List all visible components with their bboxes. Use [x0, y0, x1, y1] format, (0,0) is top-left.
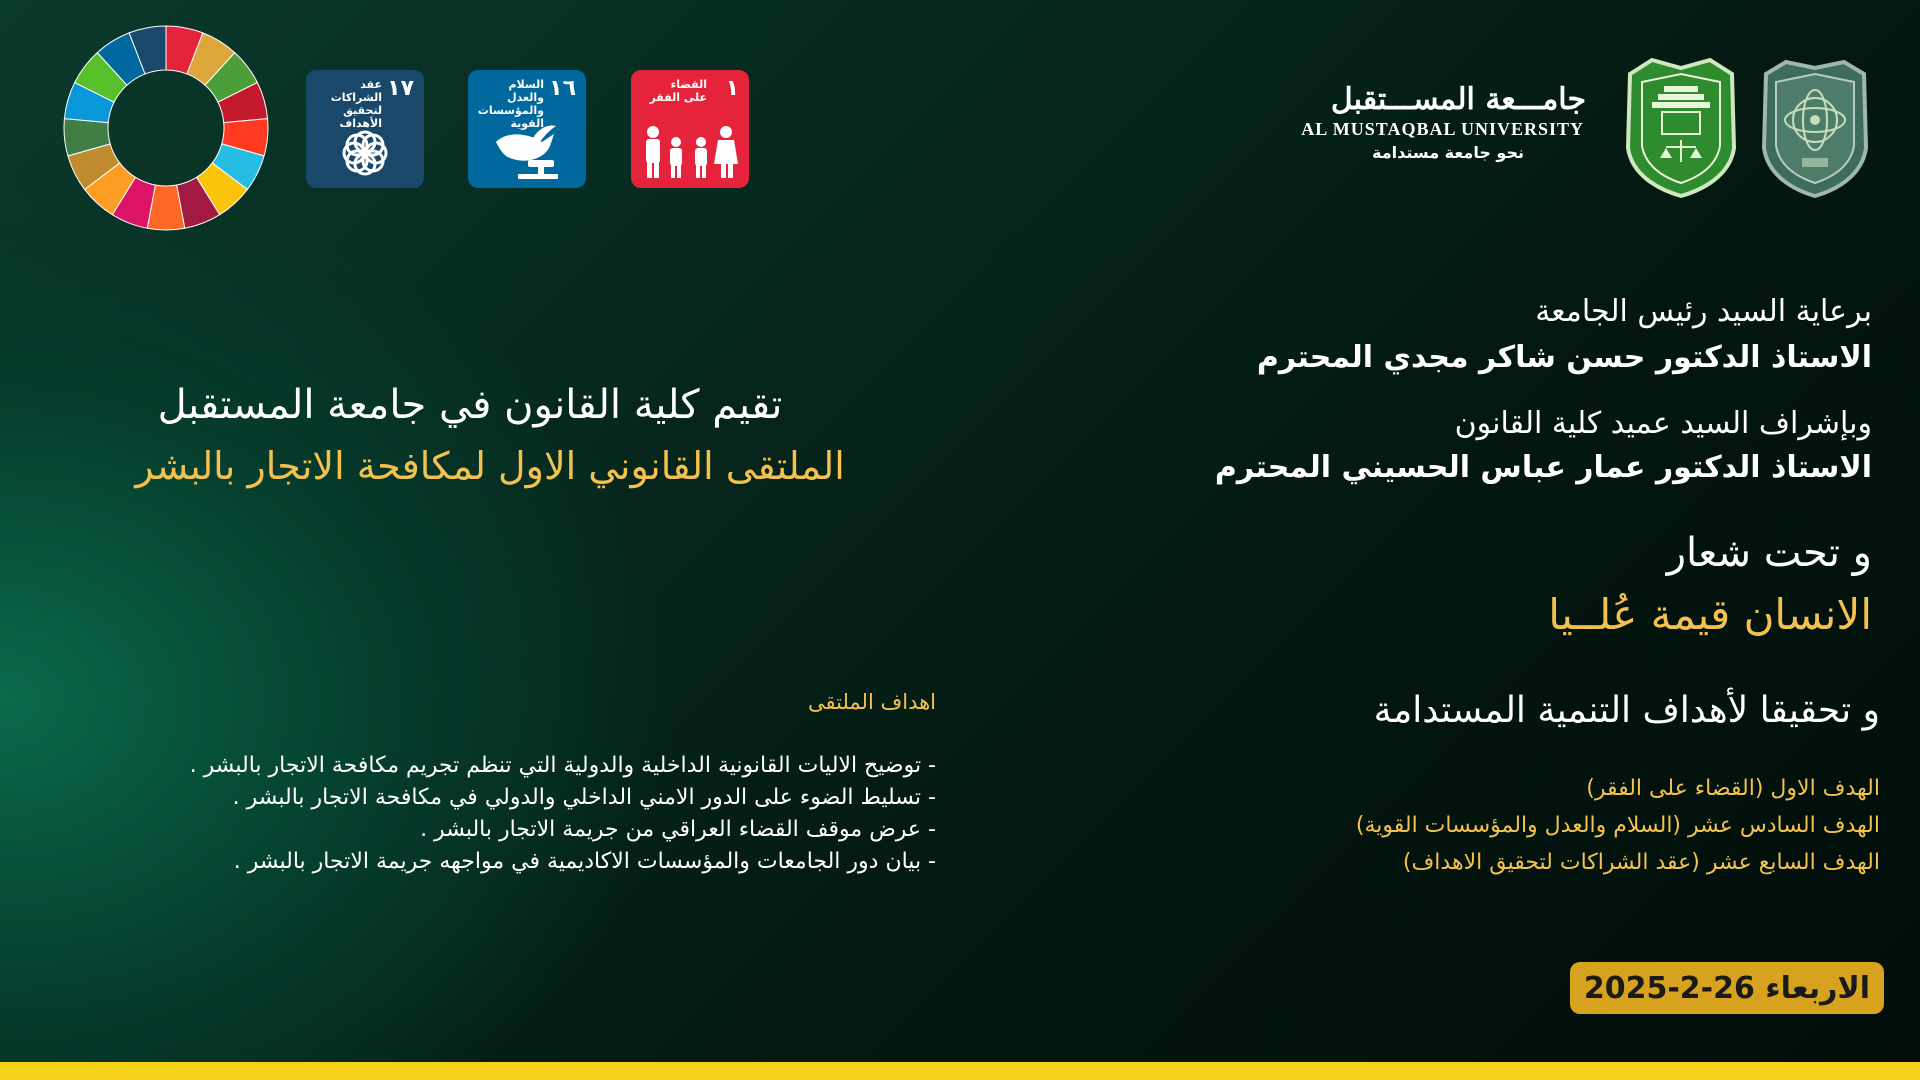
sdg-tile-16: [468, 70, 586, 188]
sdg-goal-item: الهدف السادس عشر (السلام والعدل والمؤسسات القوية): [1355, 813, 1880, 838]
law-college-shield-logo: [1622, 56, 1740, 198]
slogan-intro: و تحت شعار: [1666, 530, 1872, 576]
sdg-tile-number: ١٧: [387, 76, 414, 101]
sdg-tile-17: [306, 70, 424, 188]
supervision-line: وبإشراف السيد عميد كلية القانون: [1454, 406, 1872, 441]
objectives-list: [190, 750, 936, 878]
family-icon: [631, 120, 749, 180]
sdg-tile-1: [631, 70, 749, 188]
sdg-goal-item: الهدف السابع عشر (عقد الشراكات لتحقيق الاهداف): [1402, 850, 1880, 875]
objective-item: - تسليط الضوء على الدور الامني الداخلي والدولي في مكافحة الاتجار بالبشر .: [232, 785, 936, 810]
university-tagline: نحو جامعة مستدامة: [1372, 143, 1524, 162]
university-name-english: AL MUSTAQBAL UNIVERSITY: [1301, 119, 1584, 139]
event-organizer-title: تقيم كلية القانون في جامعة المستقبل: [157, 382, 783, 428]
slogan-text: الانسان قيمة عُلــيا: [1548, 590, 1872, 639]
sdg-tile-number: ١٦: [549, 76, 576, 101]
university-shield-logo: [1758, 58, 1872, 198]
sdg-tile-label: السلام والعدل والمؤسسات القوية: [477, 78, 544, 130]
partnership-flower-icon: [306, 120, 424, 180]
objective-item: - توضيح الاليات القانونية الداخلية والدولية التي تنظم تجريم مكافحة الاتجار بالبشر .: [189, 753, 936, 778]
bottom-accent-bar: [0, 1062, 1920, 1080]
date-badge: الاربعاء 26-2-2025: [1570, 962, 1884, 1014]
objective-item: - بيان دور الجامعات والمؤسسات الاكاديمية في مواجهه جريمة الاتجار بالبشر .: [233, 849, 936, 874]
sdg-wheel-logo: [62, 24, 270, 232]
university-name-arabic: جامـــعة المســـتقبل: [1330, 82, 1586, 117]
sdg-tile-label: عقد الشراكات لتحقيق الأهداف: [330, 78, 382, 130]
sdg-tile-number: ١: [725, 76, 739, 101]
patronage-line: برعاية السيد رئيس الجامعة: [1535, 294, 1872, 329]
sdg-tile-label: القضاء على الفقر: [649, 78, 707, 104]
objectives-heading: اهداف الملتقى: [808, 690, 936, 714]
event-title: الملتقى القانوني الاول لمكافحة الاتجار بالبشر: [135, 444, 845, 488]
objective-item: - عرض موقف القضاء العراقي من جريمة الاتجار بالبشر .: [420, 817, 936, 842]
patron-name: الاستاذ الدكتور حسن شاكر مجدي المحترم: [1256, 340, 1872, 375]
dove-gavel-icon: [468, 120, 586, 180]
sdg-goal-item: الهدف الاول (القضاء على الفقر): [1586, 776, 1880, 801]
supervisor-name: الاستاذ الدكتور عمار عباس الحسيني المحترم: [1214, 450, 1872, 485]
sdg-section-intro: و تحقيقا لأهداف التنمية المستدامة: [1373, 690, 1880, 731]
